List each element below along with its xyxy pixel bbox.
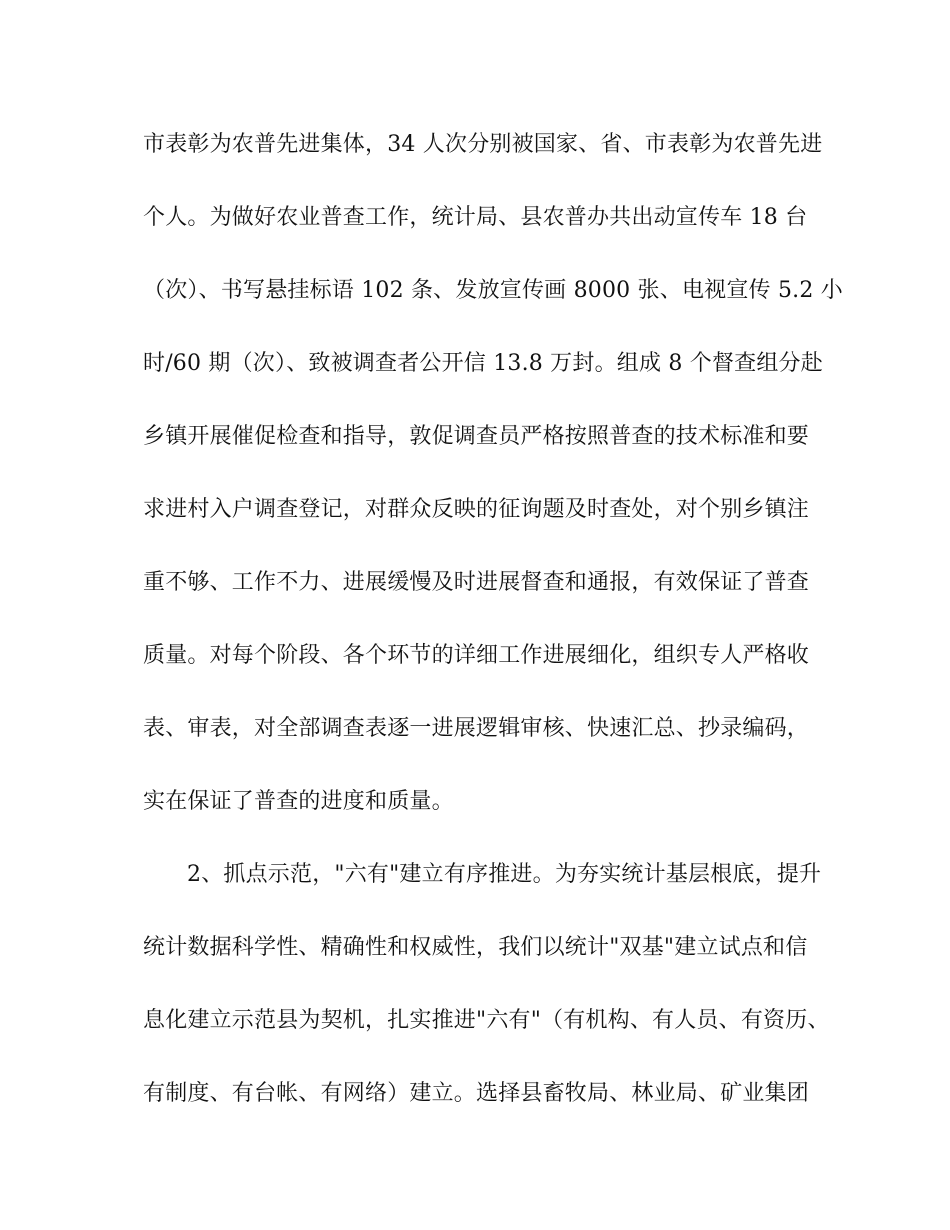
paragraph-line: （次）、书写悬挂标语 102 条、发放宣传画 8000 张、电视宣传 5.2 小 <box>143 278 843 303</box>
paragraph-line: 统计数据科学性、精确性和权威性，我们以统计"双基"建立试点和信 <box>143 935 808 960</box>
paragraph-line: 实在保证了普查的进度和质量。 <box>143 789 454 814</box>
paragraph-line: 质量。对每个阶段、各个环节的详细工作进展细化，组织专人严格收 <box>143 643 810 668</box>
paragraph-line: 时/60 期（次）、致被调查者公开信 13.8 万封。组成 8 个督查组分赴 <box>143 351 823 376</box>
paragraph-line: 息化建立示范县为契机，扎实推进"六有"（有机构、有人员、有资历、 <box>143 1008 830 1033</box>
paragraph-line: 乡镇开展催促检查和指导，敦促调查员严格按照普查的技术标准和要 <box>143 424 810 449</box>
paragraph-line: 有制度、有台帐、有网络）建立。选择县畜牧局、林业局、矿业集团 <box>143 1081 810 1106</box>
paragraph-line: 求进村入户调查登记，对群众反映的征询题及时查处，对个别乡镇注 <box>143 497 810 522</box>
paragraph-line: 市表彰为农普先进集体，34 人次分别被国家、省、市表彰为农普先进 <box>143 132 823 157</box>
paragraph-line: 2、抓点示范，"六有"建立有序推进。为夯实统计基层根底，提升 <box>187 862 822 887</box>
paragraph-line: 个人。为做好农业普查工作，统计局、县农普办共出动宣传车 18 台 <box>143 205 808 230</box>
paragraph-line: 重不够、工作不力、进展缓慢及时进展督查和通报，有效保证了普查 <box>143 570 810 595</box>
paragraph-line: 表、审表，对全部调查表逐一进展逻辑审核、快速汇总、抄录编码， <box>143 716 810 741</box>
